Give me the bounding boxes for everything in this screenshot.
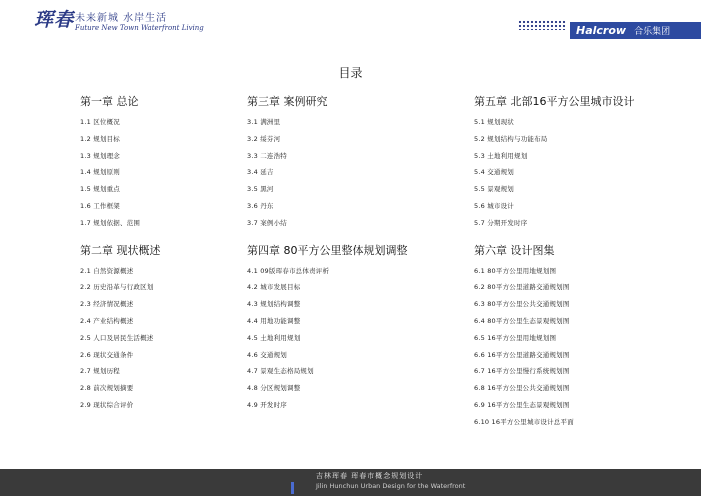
chapter-3 <box>247 93 457 232</box>
toc-item[interactable]: 5.3 土地利用规划 <box>474 151 528 160</box>
slogan-cn: 未来新城 水岸生活 <box>75 13 168 24</box>
toc-item[interactable]: 4.7 景观生态格局规划 <box>247 367 314 376</box>
toc-item[interactable]: 2.6 现状交通条件 <box>80 350 134 359</box>
toc-item[interactable]: 6.7 16平方公里慢行系统规划图 <box>474 367 570 376</box>
slogan-en: Future New Town Waterfront Living <box>75 24 204 32</box>
toc-item[interactable]: 1.4 规划原则 <box>80 168 121 177</box>
toc-item[interactable]: 4.1 09版珲春市总体责评析 <box>247 266 330 275</box>
chapter-2 <box>80 242 240 414</box>
toc-item[interactable]: 1.7 规划依据、范围 <box>80 218 141 227</box>
toc-item[interactable]: 3.3 二连浩特 <box>247 151 288 160</box>
dot-pattern <box>518 20 566 30</box>
footer-accent <box>291 482 294 494</box>
page-title: 目录 <box>338 66 363 80</box>
toc-item[interactable]: 2.2 历史沿革与行政区划 <box>80 283 154 292</box>
toc-item[interactable]: 2.3 经济情况概述 <box>80 300 134 309</box>
toc-item[interactable]: 5.1 规划现状 <box>474 118 515 126</box>
toc-item[interactable]: 5.2 规划结构与功能布局 <box>474 134 548 143</box>
toc-item[interactable]: 5.4 交通规划 <box>474 168 515 177</box>
brand-en: Halcrow <box>576 24 627 37</box>
toc-item[interactable]: 6.3 80平方公里公共交通规划图 <box>474 300 570 309</box>
toc-item[interactable]: 3.5 黑河 <box>247 185 274 194</box>
toc-item[interactable]: 6.1 80平方公里用地规划图 <box>474 266 557 275</box>
toc-item[interactable]: 1.2 规划目标 <box>80 134 121 143</box>
toc-item[interactable]: 1.3 规划理念 <box>80 151 121 160</box>
toc-item[interactable]: 3.1 满洲里 <box>247 118 281 126</box>
toc-item[interactable]: 5.5 景观规划 <box>474 185 515 194</box>
footer-title-en: Jilin Hunchun Urban Design for the Waterfront <box>316 482 466 490</box>
brand-cn: 合乐集团 <box>634 27 671 37</box>
toc-item[interactable]: 3.7 案例小结 <box>247 218 288 227</box>
toc-column-1 <box>80 93 240 424</box>
header <box>0 0 701 40</box>
toc-item[interactable]: 2.8 前次规划摘要 <box>80 384 134 393</box>
logo: 珲春 <box>34 9 75 31</box>
toc-item[interactable]: 2.1 自然资源概述 <box>80 266 134 275</box>
footer-title-cn: 吉林珲春 珲春市概念规划设计 <box>316 472 424 480</box>
toc-item[interactable]: 4.5 土地利用规划 <box>247 333 301 342</box>
brand-bar <box>570 22 701 39</box>
toc-item[interactable]: 6.6 16平方公里道路交通规划图 <box>474 350 570 359</box>
toc-item[interactable]: 6.2 80平方公里道路交通规划图 <box>474 283 570 292</box>
toc-item[interactable]: 6.9 16平方公里生态景观规划图 <box>474 400 570 409</box>
toc-item[interactable]: 4.8 分区规划调整 <box>247 384 301 393</box>
chapter-5 <box>474 93 684 232</box>
toc-item[interactable]: 6.5 16平方公里用地规划图 <box>474 333 557 342</box>
toc-item[interactable]: 6.4 80平方公里生态景观规划图 <box>474 316 570 325</box>
toc-column-2 <box>247 93 457 424</box>
toc-item[interactable]: 6.8 16平方公里公共交通规划图 <box>474 384 570 393</box>
toc-item[interactable]: 2.5 人口及居民生活概述 <box>80 333 154 342</box>
toc-item[interactable]: 4.6 交通规划 <box>247 350 288 359</box>
toc-column-3 <box>474 93 684 441</box>
toc-item[interactable]: 2.9 现状综合评价 <box>80 400 134 409</box>
chapter-title: 第六章 设计图集 <box>474 243 555 257</box>
footer <box>0 469 701 496</box>
chapter-6 <box>474 242 684 431</box>
toc-item[interactable]: 3.4 延吉 <box>247 168 274 177</box>
chapter-4 <box>247 242 457 414</box>
chapter-1 <box>80 93 240 232</box>
toc-item[interactable]: 6.10 16平方公里城市设计总平面 <box>474 417 574 426</box>
toc-item[interactable]: 3.2 绥芬河 <box>247 134 281 143</box>
toc-item[interactable]: 1.5 规划重点 <box>80 185 121 194</box>
toc-item[interactable]: 5.7 分期开发时序 <box>474 218 528 227</box>
toc-item[interactable]: 2.7 规划历程 <box>80 367 121 376</box>
toc-item[interactable]: 1.6 工作框架 <box>80 201 121 210</box>
toc-item[interactable]: 1.1 区位概况 <box>80 118 121 126</box>
chapter-title: 第二章 现状概述 <box>80 243 161 257</box>
toc-item[interactable]: 2.4 产业结构概述 <box>80 316 134 325</box>
toc-item[interactable]: 4.2 城市发展目标 <box>247 283 301 292</box>
toc-item[interactable]: 5.6 城市设计 <box>474 201 515 210</box>
toc-item[interactable]: 4.4 用地功能调整 <box>247 316 301 325</box>
toc-item[interactable]: 4.3 规划结构调整 <box>247 300 301 309</box>
toc-item[interactable]: 3.6 丹东 <box>247 201 274 210</box>
chapter-title: 第四章 80平方公里整体规划调整 <box>247 243 408 257</box>
chapter-title: 第五章 北部16平方公里城市设计 <box>474 95 635 108</box>
chapter-title: 第一章 总论 <box>80 95 139 108</box>
chapter-title: 第三章 案例研究 <box>247 95 328 108</box>
toc-item[interactable]: 4.9 开发时序 <box>247 400 288 409</box>
